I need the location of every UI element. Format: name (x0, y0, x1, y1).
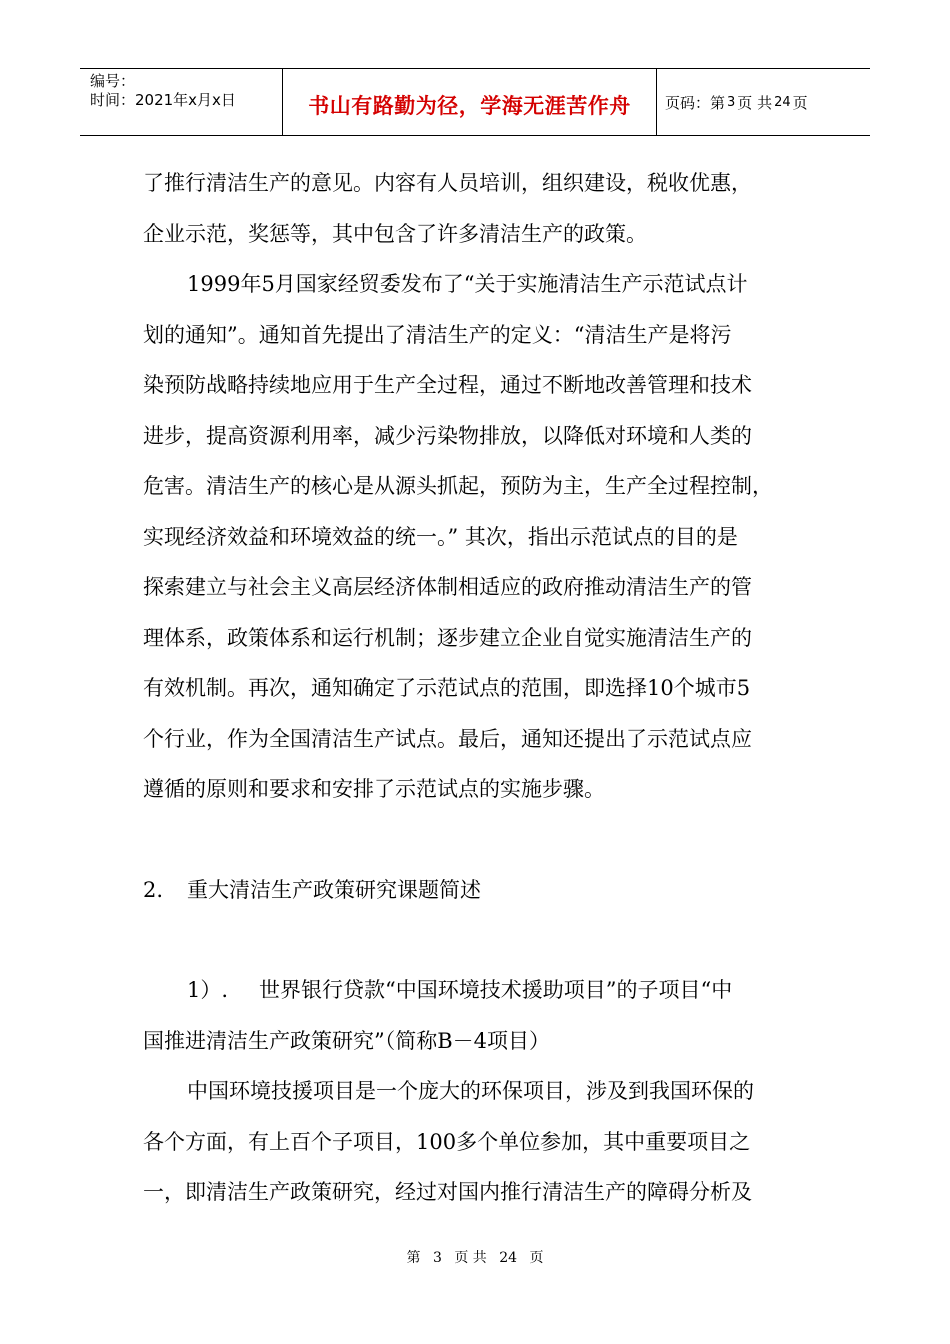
section-heading (143, 865, 813, 916)
footer-total: 24 (499, 1250, 518, 1266)
body-line: 探索建立与社会主义高层经济体制相适应的政府推动清洁生产的管 (143, 575, 752, 599)
page-footer (0, 1247, 950, 1267)
subsection-heading (143, 965, 813, 1016)
page-mid: 页 共 (737, 93, 773, 112)
body-line: 划的通知”。通知首先提出了清洁生产的定义：“清洁生产是将污 (143, 322, 732, 347)
body-line: 企业示范，奖惩等，其中包含了许多清洁生产的政策。 (143, 221, 647, 246)
footer-mid: 页 共 (454, 1250, 487, 1266)
page-header (80, 68, 870, 136)
subsection-number: 1）. (187, 978, 229, 1002)
body-line: 染预防战略持续地应用于生产全过程，通过不断地改善管理和技术 (143, 373, 752, 397)
body-line: 中国环境技援项目是一个庞大的环保项目，涉及到我国环保的 (187, 1079, 754, 1103)
body-line: 遵循的原则和要求和安排了示范试点的实施步骤。 (143, 777, 605, 801)
time-label: 时间：2021年x月x日 (90, 91, 236, 109)
section-number: 2. (143, 877, 164, 902)
footer-suffix: 页 (529, 1250, 544, 1266)
spacer (143, 815, 813, 865)
footer-current: 3 (432, 1250, 442, 1266)
page-suffix: 页 (792, 93, 808, 112)
header-meta-cell (80, 69, 283, 135)
header-motto-cell (283, 69, 657, 135)
serial-label: 编号： (90, 72, 136, 90)
page-total: 24 (774, 94, 791, 110)
spacer (143, 915, 813, 965)
body-line: 个行业，作为全国清洁生产试点。最后，通知还提出了示范试点应 (143, 726, 752, 751)
section-title: 重大清洁生产政策研究课题简述 (187, 877, 481, 902)
motto-text: 书山有路勤为径，学海无涯苦作舟 (308, 94, 631, 118)
document-body (143, 158, 813, 1218)
subsection-title: 世界银行贷款“中国环境技术援助项目”的子项目“中 (259, 978, 733, 1002)
body-line: 进步，提高资源利用率，减少污染物排放，以降低对环境和人类的 (143, 423, 752, 448)
body-line: 理体系，政策体系和运行机制；逐步建立企业自觉实施清洁生产的 (143, 625, 752, 650)
body-line: 了推行清洁生产的意见。内容有人员培训，组织建设，税收优惠， (143, 171, 752, 195)
body-line: 各个方面，有上百个子项目，100多个单位参加，其中重要项目之 (143, 1129, 751, 1154)
body-line: 一，即清洁生产政策研究，经过对国内推行清洁生产的障碍分析及 (143, 1180, 752, 1204)
footer-prefix: 第 (406, 1250, 421, 1266)
body-line: 1999年5月国家经贸委发布了“关于实施清洁生产示范试点计 (187, 272, 748, 296)
body-line: 有效机制。再次，通知确定了示范试点的范围，即选择10个城市5 (143, 676, 751, 700)
body-line: 危害。清洁生产的核心是从源头抓起，预防为主，生产全过程控制， (143, 474, 773, 498)
page-prefix: 页码：第 (665, 93, 726, 112)
subsection-title-cont: 国推进清洁生产政策研究”（简称B－4项目） (143, 1028, 551, 1053)
header-page-cell (657, 69, 870, 135)
body-line: 实现经济效益和环境效益的统一。” 其次，指出示范试点的目的是 (143, 524, 738, 549)
page-current: 3 (727, 94, 736, 110)
